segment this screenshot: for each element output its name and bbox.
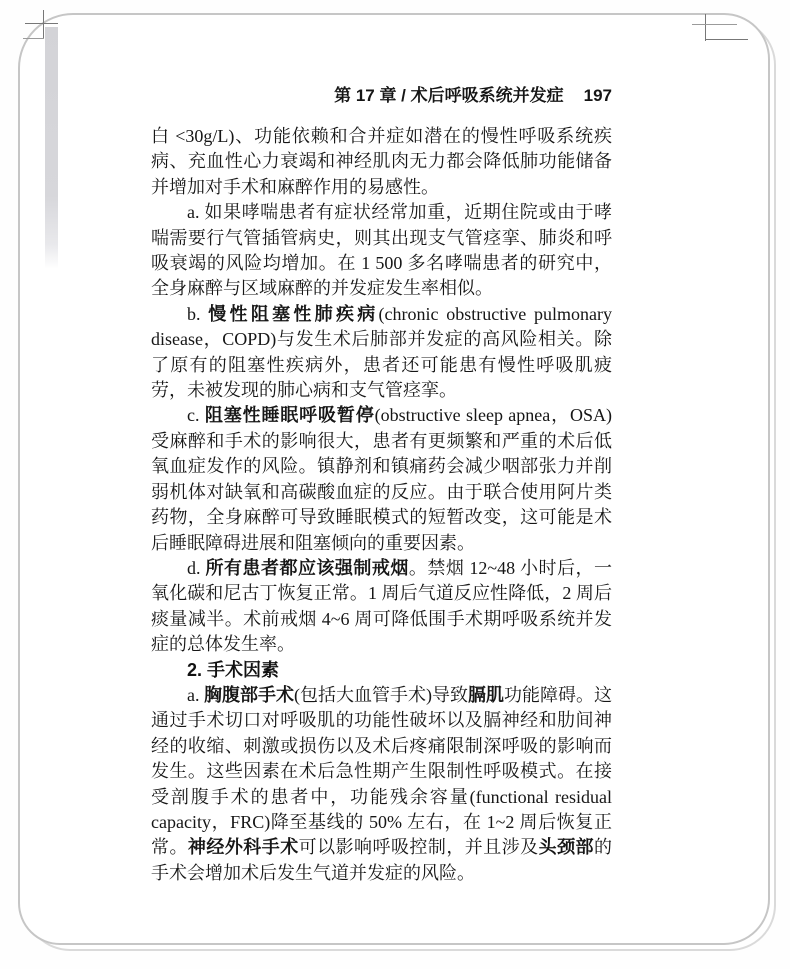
crop-mark-top-right-horizontal <box>692 24 737 25</box>
text-run: 可以影响呼吸控制，并且涉及 <box>298 837 539 858</box>
bold-term: 头颈部 <box>538 837 595 858</box>
text-run: a. <box>187 684 204 705</box>
paragraph <box>151 124 612 200</box>
scan-artifact-strip <box>45 27 58 269</box>
paragraph <box>151 556 612 658</box>
text-run: 白 <30g/L)、功能依赖和合并症如潜在的慢性呼吸系统疾病、充血性心力衰竭和神经肌肉无力都会降低肺功能储备并增加对手术和麻醉作用的易感性。 <box>151 126 612 197</box>
bold-term: 神经外科手术 <box>187 837 299 858</box>
bold-term: 慢性阻塞性肺疾病 <box>208 303 379 324</box>
text-run: 功能障碍。这通过手术切口对呼吸肌的功能性破坏以及膈神经和肋间神经的收缩、刺激或损伤以及术后疼痛限制深呼吸的影响而发生。这些因素在术后急性期产生限制性呼吸模式。在接受剖腹手术的患者中，功能残余容量(functional residual capacity，FRC)降至基线的 50% 左右，在 1~2 周后恢复正常。 <box>151 684 612 858</box>
crop-mark-top-left-vertical <box>43 10 44 39</box>
text-run: (chronic obstructive pulmonary disease，COPD)与发生术后肺部并发症的高风险相关。除了原有的阻塞性疾病外，患者还可能患有慢性呼吸肌疲劳，未被发现的肺心病和支气管痉挛。 <box>151 303 613 401</box>
section-heading <box>151 658 612 683</box>
crop-mark-top-right-horizontal-2 <box>705 39 748 40</box>
bold-term: 阻塞性睡眠呼吸暂停 <box>204 405 375 426</box>
text-run: (obstructive sleep apnea，OSA)受麻醉和手术的影响很大，患者有更频繁和严重的术后低氧血症发作的风险。镇静剂和镇痛药会减少咽部张力并削弱机体对缺氧和高碳酸血症的反应。由于联合使用阿片类药物，全身麻醉可导致睡眠模式的短暂改变，这可能是术后睡眠障碍进展和阻塞倾向的重要因素。 <box>151 405 613 553</box>
crop-mark-top-left-horizontal <box>25 23 58 24</box>
text-run: c. <box>187 405 205 426</box>
text-run: b. <box>187 303 209 324</box>
crop-mark-top-right-vertical <box>705 14 706 41</box>
paragraph <box>151 302 612 404</box>
paragraph <box>151 683 612 886</box>
text-run: a. 如果哮喘患者有症状经常加重，近期住院或由于哮喘需要行气管插管病史，则其出现支气管痉挛、肺炎和呼吸衰竭的风险均增加。在 1 500 多名哮喘患者的研究中，全身麻醉与区域麻醉的并发症发生率相似。 <box>151 202 612 299</box>
text-run: 的手术会增加术后发生气道并发症的风险。 <box>151 837 613 883</box>
crop-mark-top-left-horizontal-2 <box>23 38 44 39</box>
bold-term: 所有患者都应该强制戒烟 <box>205 557 409 578</box>
text-run: d. <box>187 557 206 578</box>
paragraph <box>151 403 612 555</box>
paragraph <box>151 200 612 302</box>
text-run: 。禁烟 12~48 小时后，一氧化碳和尼古丁恢复正常。1 周后气道反应性降低，2 周后痰量减半。术前戒烟 4~6 周可降低围手术期呼吸系统并发症的总体发生率。 <box>151 557 613 655</box>
text-run: (包括大血管手术)导致 <box>294 684 468 705</box>
body-text <box>151 124 612 886</box>
chapter-title: 第 17 章 / 术后呼吸系统并发症 <box>334 86 564 105</box>
bold-term: 胸腹部手术 <box>204 684 294 705</box>
page-number: 197 <box>583 86 612 105</box>
bold-term: 2. 手术因素 <box>187 659 280 680</box>
bold-term: 膈肌 <box>468 684 504 705</box>
running-head <box>151 85 612 107</box>
